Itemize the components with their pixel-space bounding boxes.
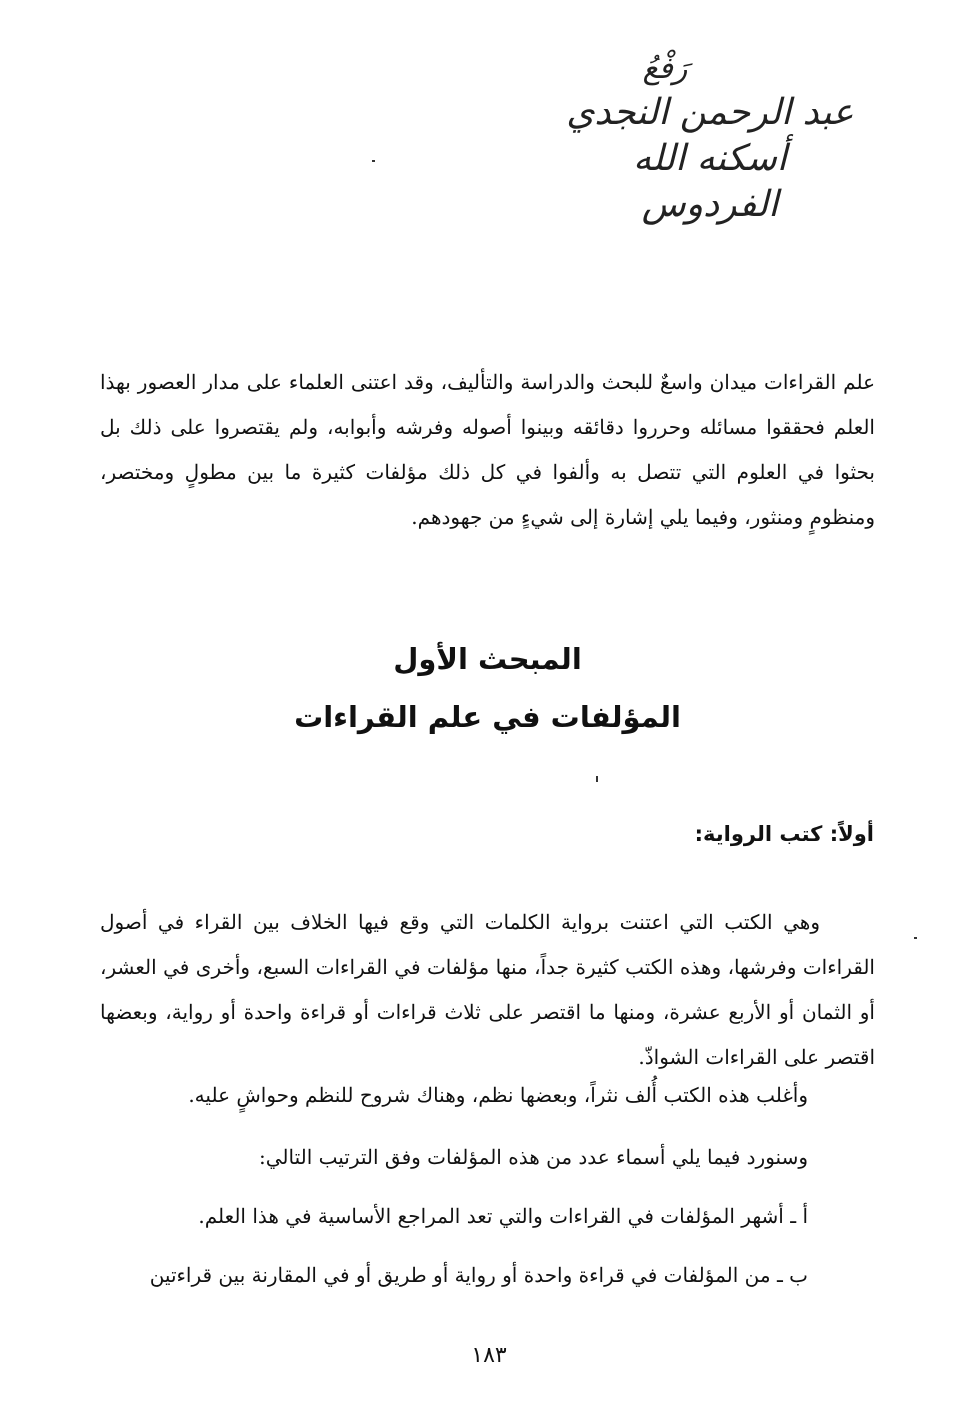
body-line: وأغلب هذه الكتب أُلف نثراً، وبعضها نظم، وهناك شروح للنظم وحواشٍ عليه. <box>188 1083 808 1107</box>
subsection-heading: أولاً: كتب الرواية: <box>694 822 874 846</box>
stamp-line-3: أسكنه الله الفردوس <box>633 138 787 225</box>
scan-speck <box>596 776 598 782</box>
stamp-line-2: عبد الرحمن النجدي <box>566 92 854 133</box>
intro-paragraph: علم القراءات ميدان واسعٌ للبحث والدراسة والتأليف، وقد اعتنى العلماء على مدار العصور بهذا العلم فحققوا مسائله وحرروا دقائقه وبينوا أصوله وفرشه وأبوابه، ولم يقتصروا على ذلك بل بحثوا في العلوم التي تتصل به وألفوا في كل ذلك مؤلفات كثيرة ما بين مطولٍ ومختصر، ومنظومٍ ومنثور، وفيما يلي إشارة إلى شيءٍ من جهودهم. <box>100 370 875 529</box>
stamp-line-1: رَفْعُ <box>642 51 688 86</box>
body-line: وسنورد فيما يلي أسماء عدد من هذه المؤلفات وفق الترتيب التالي: <box>258 1145 808 1169</box>
body-paragraph: وهي الكتب التي اعتنت برواية الكلمات التي وقع فيها الخلاف بين القراء في أصول القراءات وفرشها، وهذه الكتب كثيرة جداً، منها مؤلفات في القراءات السبع، وأخرى في العشر، أو الثمان أو الأربع عشرة، ومنها ما اقتصر على ثلاث قراءات أو قراءة واحدة أو رواية، وبعضها اقتصر على القراءات الشواذّ. <box>100 910 875 1069</box>
scan-speck <box>372 160 375 162</box>
section-title: المؤلفات في علم القراءات <box>294 700 681 734</box>
page-number: ١٨٣ <box>471 1343 507 1368</box>
library-stamp <box>560 48 860 228</box>
section-heading: المبحث الأول <box>393 642 582 676</box>
list-item-a: أ ـ أشهر المؤلفات في القراءات والتي تعد المراجع الأساسية في هذا العلم. <box>198 1204 808 1228</box>
scan-speck <box>914 937 917 939</box>
list-item-b: ب ـ من المؤلفات في قراءة واحدة أو رواية أو طريق أو في المقارنة بين قراءتين <box>149 1263 808 1287</box>
